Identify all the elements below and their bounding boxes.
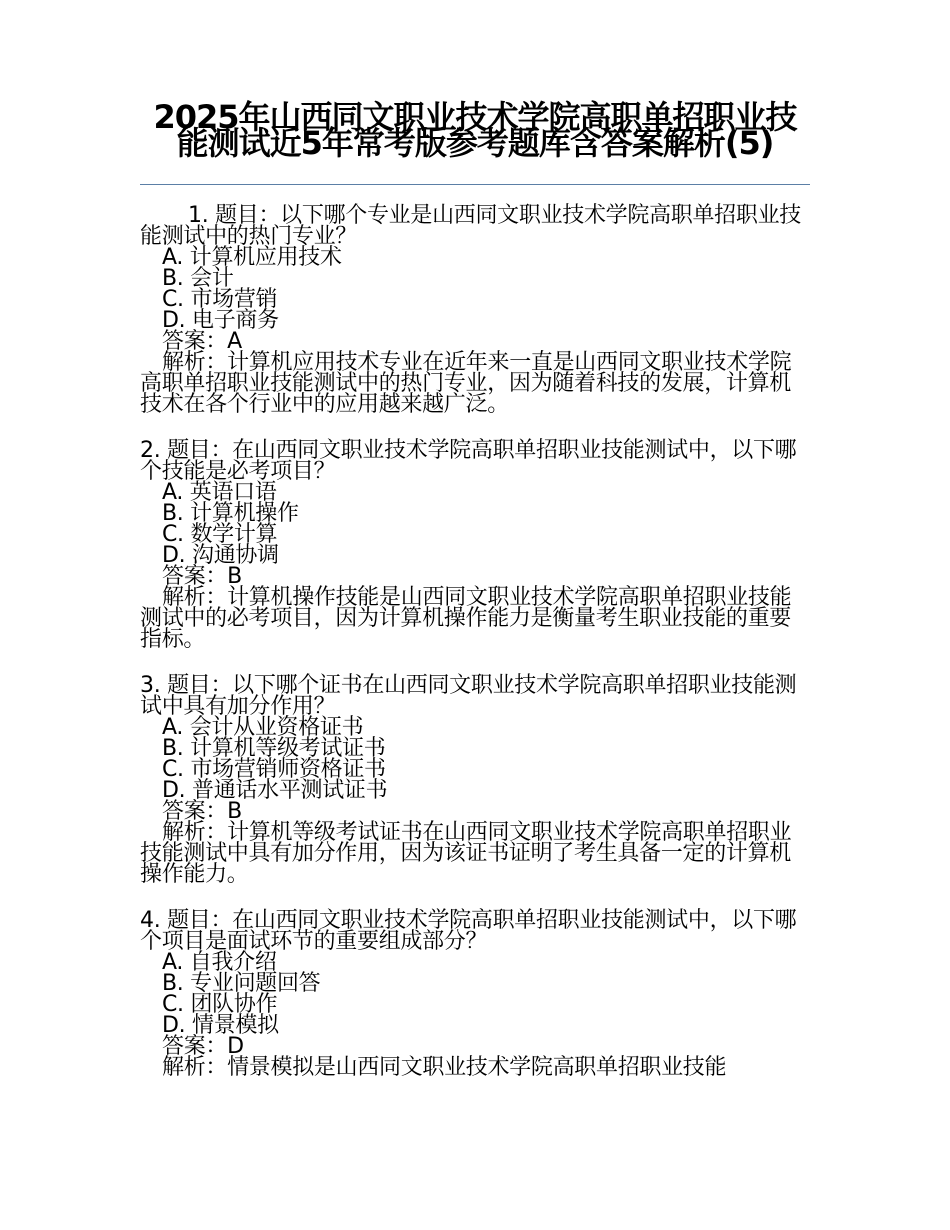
- question-stem: 4. 题目：在山西同文职业技术学院高职单招职业技能测试中，以下哪个项目是面试环节的重要组成部分？: [140, 908, 797, 954]
- option-b: B. 专业问题回答: [162, 971, 321, 996]
- option-d: D. 电子商务: [162, 308, 279, 333]
- question-stem: 2. 题目：在山西同文职业技术学院高职单招职业技能测试中，以下哪个技能是必考项目？: [140, 438, 797, 484]
- option-d: D. 情景模拟: [162, 1013, 279, 1038]
- question-stem: 3. 题目：以下哪个证书在山西同文职业技术学院高职单招职业技能测试中具有加分作用？: [140, 673, 797, 719]
- option-b: B. 计算机操作: [162, 501, 299, 526]
- question-stem: 1. 题目：以下哪个专业是山西同文职业技术学院高职单招职业技能测试中的热门专业？: [140, 203, 801, 249]
- option-c: C. 市场营销: [162, 287, 278, 312]
- question-4: [140, 910, 812, 1078]
- option-a: A. 英语口语: [162, 480, 277, 505]
- option-b: B. 计算机等级考试证书: [162, 736, 386, 761]
- option-a: A. 会计从业资格证书: [162, 715, 364, 740]
- option-d: D. 普通话水平测试证书: [162, 778, 388, 803]
- explanation: 解析：计算机应用技术专业在近年来一直是山西同文职业技术学院高职单招职业技能测试中的热门专业，因为随着科技的发展，计算机技术在各个行业中的应用越来越广泛。: [140, 350, 792, 417]
- option-d: D. 沟通协调: [162, 543, 279, 568]
- answer: 答案：B: [162, 564, 242, 589]
- question-2: [140, 440, 812, 650]
- title-underline: [140, 184, 810, 185]
- answer: 答案：A: [162, 329, 242, 354]
- option-c: C. 市场营销师资格证书: [162, 757, 386, 782]
- document-title: 2025年山西同文职业技术学院高职单招职业技能测试近5年常考版参考题库含答案解析(5): [153, 98, 797, 162]
- question-1: [140, 205, 812, 415]
- explanation: 解析：计算机等级考试证书在山西同文职业技术学院高职单招职业技能测试中具有加分作用，因为该证书证明了考生具备一定的计算机操作能力。: [140, 820, 792, 887]
- answer: 答案：D: [162, 1034, 244, 1059]
- option-a: A. 计算机应用技术: [162, 245, 342, 270]
- question-list: [140, 205, 812, 1103]
- option-c: C. 数学计算: [162, 522, 278, 547]
- explanation: 解析：情景模拟是山西同文职业技术学院高职单招职业技能: [162, 1055, 727, 1080]
- explanation: 解析：计算机操作技能是山西同文职业技术学院高职单招职业技能测试中的必考项目，因为计算机操作能力是衡量考生职业技能的重要指标。: [140, 585, 792, 652]
- option-b: B. 会计: [162, 266, 234, 291]
- option-c: C. 团队协作: [162, 992, 278, 1017]
- answer: 答案：B: [162, 799, 242, 824]
- question-3: [140, 675, 812, 885]
- option-a: A. 自我介绍: [162, 950, 277, 975]
